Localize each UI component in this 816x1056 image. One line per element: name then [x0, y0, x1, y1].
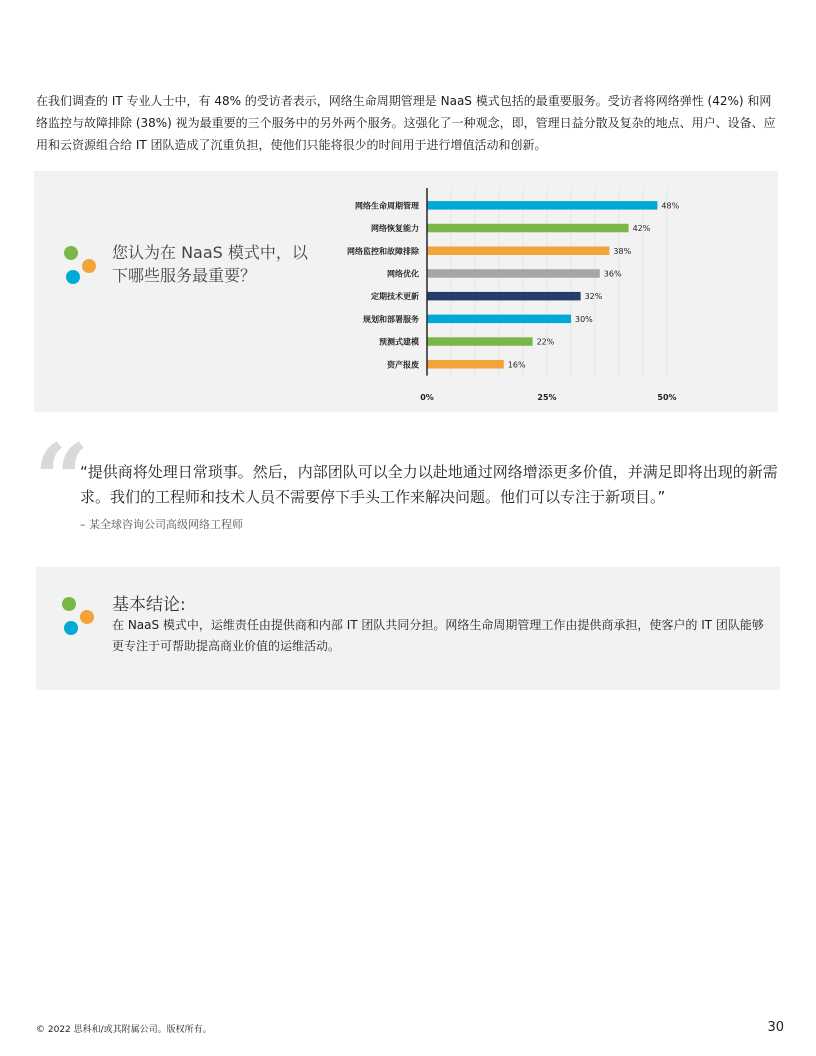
category-label: 定期技术更新	[371, 292, 419, 302]
x-tick-label: 50%	[657, 393, 677, 402]
category-label: 预测式建模	[379, 337, 419, 347]
data-label: 38%	[613, 246, 632, 256]
footer-copyright: © 2022 思科和/或其附属公司。版权所有。	[36, 1025, 212, 1035]
data-label: 48%	[661, 201, 680, 211]
data-label: 32%	[584, 292, 603, 302]
category-label: 网络恢复能力	[371, 224, 419, 234]
bar	[427, 201, 657, 210]
orange-dot-icon	[82, 259, 96, 273]
page-number: 30	[767, 1020, 784, 1035]
data-label: 16%	[507, 360, 526, 370]
data-label: 36%	[603, 269, 622, 279]
blue-dot-icon	[64, 621, 78, 635]
category-label: 资产报废	[387, 360, 419, 370]
conclusion-body: 在 NaaS 模式中，运维责任由提供商和内部 IT 团队共同分担。网络生命周期管理工作由提供商承担，使客户的 IT 团队能够更专注于可帮助提高商业价值的运维活动。	[112, 618, 764, 653]
bar	[427, 247, 609, 256]
green-dot-icon	[64, 246, 78, 260]
blue-dot-icon	[66, 270, 80, 284]
orange-dot-icon	[80, 610, 94, 624]
dots-icon	[64, 246, 100, 286]
survey-question: 您认为在 NaaS 模式中，以下哪些服务最重要？	[112, 243, 308, 285]
services-bar-chart	[330, 186, 770, 406]
dots-icon	[62, 597, 98, 637]
category-label: 网络优化	[387, 269, 419, 279]
conclusion-title: 基本结论:	[112, 595, 186, 615]
intro-paragraph: 在我们调查的 IT 专业人士中，有 48% 的受访者表示，网络生命周期管理是 NaaS 模式包括的最重要服务。受访者将网络弹性 (42%) 和网络监控与故障排除 (38%) 视为最重要的三个服务中的另外两个服务。这强化了一种观念，即，管理日益分散及复杂的地点、用户、设备、应用和云资源组合给 IT 团队造成了沉重负担，使他们只能将很少的时间用于进行增值活动和创新。	[36, 94, 776, 152]
bar	[427, 360, 504, 369]
category-label: 网络监控和故障排除	[347, 246, 419, 256]
data-label: 42%	[632, 224, 651, 234]
green-dot-icon	[62, 597, 76, 611]
quote-mark-icon: “	[34, 423, 90, 536]
bar	[427, 337, 533, 346]
category-label: 网络生命周期管理	[355, 201, 419, 211]
quote-source: – 某全球咨询公司高级网络工程师	[80, 518, 243, 531]
bar	[427, 269, 600, 278]
quote-text: “提供商将处理日常琐事。然后，内部团队可以全力以赴地通过网络增添更多价值，并满足即将出现的新需求。我们的工程师和技术人员不需要停下手头工作来解决问题。他们可以专注于新项目。”	[80, 463, 778, 506]
x-tick-label: 0%	[420, 393, 434, 402]
data-label: 22%	[536, 337, 555, 347]
bar	[427, 292, 581, 301]
x-tick-label: 25%	[537, 393, 557, 402]
bar	[427, 315, 571, 324]
data-label: 30%	[575, 314, 593, 324]
category-label: 规划和部署服务	[363, 314, 419, 324]
bar	[427, 224, 629, 233]
